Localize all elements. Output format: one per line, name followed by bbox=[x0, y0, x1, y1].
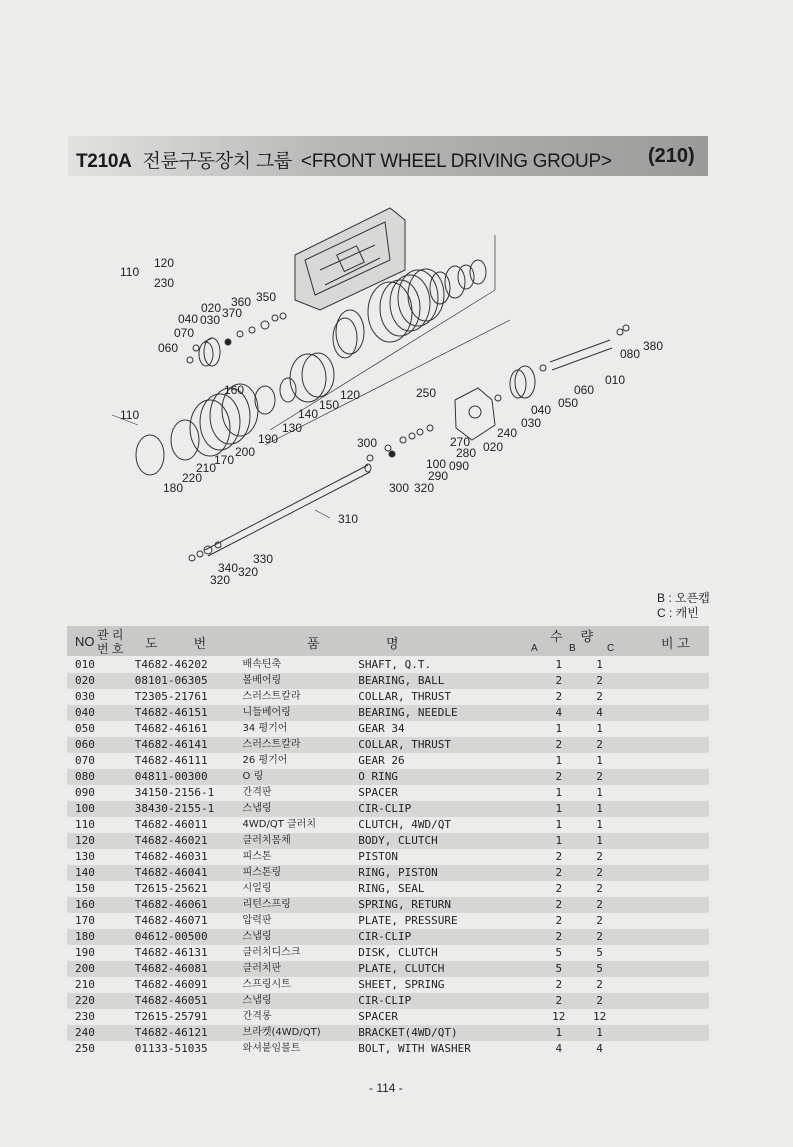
header-name-b: 명 bbox=[386, 636, 399, 651]
table-row bbox=[67, 1025, 709, 1041]
qty-c: 1 bbox=[580, 801, 620, 817]
qty-c: 2 bbox=[596, 882, 603, 895]
name-korean: 클러치디스크 bbox=[242, 947, 301, 958]
name-korean: 스냅링 bbox=[243, 929, 359, 945]
remark bbox=[620, 673, 710, 689]
part-no: 230 bbox=[75, 1010, 95, 1023]
label-030a: 030 bbox=[200, 313, 221, 327]
qty-c: 1 bbox=[596, 818, 603, 831]
name-english: PISTON bbox=[358, 850, 399, 863]
drawing-number: T4682-46071 bbox=[134, 914, 208, 927]
name-english: BEARING, BALL bbox=[358, 673, 538, 689]
label-060a: 060 bbox=[158, 341, 179, 355]
qty-c: 2 bbox=[596, 978, 603, 991]
table-row bbox=[67, 737, 709, 753]
name-english: GEAR 26 bbox=[358, 754, 405, 767]
header-remark: 비 고 bbox=[661, 636, 690, 651]
remark bbox=[620, 945, 710, 961]
part-no: 140 bbox=[67, 865, 135, 881]
label-130: 130 bbox=[282, 421, 303, 435]
qty-b: 2 bbox=[538, 929, 580, 945]
label-060b: 060 bbox=[574, 383, 595, 397]
part-no: 190 bbox=[75, 946, 95, 959]
table-row bbox=[67, 817, 709, 833]
qty-b: 2 bbox=[538, 897, 580, 913]
label-310: 310 bbox=[338, 512, 359, 526]
drawing-number: T4682-46031 bbox=[134, 850, 208, 863]
drawing-number: T4682-46041 bbox=[135, 865, 243, 881]
qty-c: 2 bbox=[580, 769, 620, 785]
part-no: 080 bbox=[67, 769, 135, 785]
remark bbox=[620, 961, 710, 977]
drawing-number: T4682-46011 bbox=[134, 818, 208, 831]
label-020a: 020 bbox=[201, 301, 222, 315]
qty-c: 1 bbox=[596, 722, 603, 735]
qty-c: 1 bbox=[580, 1025, 620, 1041]
table-row bbox=[67, 993, 709, 1009]
qty-c: 2 bbox=[580, 929, 620, 945]
remark bbox=[620, 833, 710, 849]
model-code: T210A bbox=[76, 151, 132, 172]
name-korean: 피스톤 bbox=[242, 851, 272, 862]
qty-b: 2 bbox=[555, 690, 563, 703]
qty-b: 2 bbox=[538, 769, 580, 785]
qty-b: 2 bbox=[538, 993, 580, 1009]
table-row bbox=[67, 1041, 709, 1057]
label-020b: 020 bbox=[483, 440, 504, 454]
label-210: 210 bbox=[196, 461, 217, 475]
qty-b: 1 bbox=[555, 722, 563, 735]
label-100: 100 bbox=[426, 457, 447, 471]
part-no: 060 bbox=[67, 737, 135, 753]
qty-b: 1 bbox=[538, 1025, 580, 1041]
label-280: 280 bbox=[456, 446, 477, 460]
qty-b: 2 bbox=[538, 865, 580, 881]
table-row bbox=[67, 913, 709, 929]
remark bbox=[620, 801, 710, 817]
header-a: A bbox=[531, 643, 538, 654]
remark bbox=[620, 1025, 710, 1041]
qty-c: 5 bbox=[580, 961, 620, 977]
table-row bbox=[67, 705, 709, 721]
remark bbox=[620, 657, 710, 673]
part-no: 250 bbox=[75, 1042, 95, 1055]
name-korean: 34 평기어 bbox=[242, 723, 288, 734]
part-no: 150 bbox=[75, 882, 95, 895]
drawing-number: T4682-46202 bbox=[134, 658, 208, 671]
part-no: 040 bbox=[67, 705, 135, 721]
qty-c: 2 bbox=[596, 690, 603, 703]
drawing-number: T4682-46121 bbox=[135, 1025, 243, 1041]
qty-b: 1 bbox=[555, 658, 563, 671]
qty-b: 2 bbox=[555, 850, 563, 863]
qty-b: 1 bbox=[538, 801, 580, 817]
label-250: 250 bbox=[416, 386, 437, 400]
qty-b: 1 bbox=[555, 754, 563, 767]
table-row bbox=[67, 849, 709, 865]
part-no: 220 bbox=[67, 993, 135, 1009]
label-220: 220 bbox=[182, 471, 203, 485]
label-200: 200 bbox=[235, 445, 256, 459]
parts-table bbox=[67, 657, 709, 1057]
name-korean: 클러치몸체 bbox=[243, 833, 359, 849]
table-row bbox=[67, 929, 709, 945]
qty-c: 2 bbox=[580, 897, 620, 913]
header-c: C bbox=[607, 643, 615, 654]
table-row bbox=[67, 945, 709, 961]
label-300b: 300 bbox=[389, 481, 410, 495]
qty-b: 2 bbox=[555, 914, 563, 927]
name-english: CIR-CLIP bbox=[358, 801, 538, 817]
qty-c: 2 bbox=[580, 673, 620, 689]
name-english: COLLAR, THRUST bbox=[358, 690, 452, 703]
part-no: 170 bbox=[75, 914, 95, 927]
remark bbox=[620, 913, 710, 929]
qty-c: 1 bbox=[596, 754, 603, 767]
label-320c: 320 bbox=[210, 573, 231, 587]
drawing-number: T4682-46111 bbox=[134, 754, 208, 767]
table-row bbox=[67, 897, 709, 913]
label-120b: 120 bbox=[340, 388, 361, 402]
table-row bbox=[67, 753, 709, 769]
qty-c: 2 bbox=[580, 993, 620, 1009]
qty-b: 4 bbox=[538, 705, 580, 721]
exploded-parts-diagram bbox=[100, 200, 680, 600]
table-row bbox=[67, 881, 709, 897]
remark bbox=[620, 753, 710, 769]
qty-c: 5 bbox=[596, 946, 603, 959]
label-340: 340 bbox=[218, 561, 239, 575]
name-korean: 압력판 bbox=[242, 915, 272, 926]
remark bbox=[620, 705, 710, 721]
name-english: RING, SEAL bbox=[358, 882, 425, 895]
part-no: 210 bbox=[75, 978, 95, 991]
title-english: <FRONT WHEEL DRIVING GROUP> bbox=[300, 151, 612, 172]
qty-b: 12 bbox=[552, 1010, 566, 1023]
remark bbox=[620, 993, 710, 1009]
drawing-number: 08101-06305 bbox=[135, 673, 243, 689]
remark bbox=[620, 881, 710, 897]
qty-b: 5 bbox=[555, 946, 563, 959]
header-b: B bbox=[569, 643, 576, 654]
table-row bbox=[67, 1009, 709, 1025]
drawing-number: T4682-46131 bbox=[134, 946, 208, 959]
page-title bbox=[76, 146, 612, 173]
label-360: 360 bbox=[231, 295, 252, 309]
name-korean: 브라켓(4WD/QT) bbox=[243, 1025, 359, 1041]
header-mgmt-top: 관 리 bbox=[97, 628, 124, 642]
drawing-number: 04612-00500 bbox=[135, 929, 243, 945]
label-070: 070 bbox=[174, 326, 195, 340]
remark bbox=[620, 1009, 710, 1025]
name-korean: 배속틴축 bbox=[242, 659, 282, 670]
drawing-number: T4682-46051 bbox=[135, 993, 243, 1009]
table-row bbox=[67, 833, 709, 849]
label-080: 080 bbox=[620, 347, 641, 361]
qty-b: 4 bbox=[555, 1042, 563, 1055]
label-040a: 040 bbox=[178, 312, 199, 326]
label-320a: 320 bbox=[414, 481, 435, 495]
table-row bbox=[67, 977, 709, 993]
remark bbox=[620, 785, 710, 801]
label-090: 090 bbox=[449, 459, 470, 473]
page-number: - 114 - bbox=[369, 1081, 403, 1095]
remark bbox=[620, 817, 710, 833]
part-no: 030 bbox=[75, 690, 95, 703]
part-no: 160 bbox=[67, 897, 135, 913]
name-english: GEAR 34 bbox=[358, 722, 405, 735]
title-korean: 전륜구동장치 그룹 bbox=[142, 151, 292, 172]
qty-c: 2 bbox=[596, 850, 603, 863]
qty-c: 2 bbox=[596, 914, 603, 927]
table-row bbox=[67, 673, 709, 689]
label-240: 240 bbox=[497, 426, 518, 440]
drawing-number: T2305-21761 bbox=[134, 690, 208, 703]
qty-c: 1 bbox=[596, 658, 603, 671]
part-no: 180 bbox=[67, 929, 135, 945]
qty-c: 12 bbox=[592, 1010, 607, 1023]
drawing-number: 04811-00300 bbox=[135, 769, 243, 785]
name-korean: 니들베어링 bbox=[243, 705, 359, 721]
part-no: 130 bbox=[75, 850, 95, 863]
name-english: DISK, CLUTCH bbox=[358, 946, 438, 959]
drawing-number: T2615-25791 bbox=[134, 1010, 208, 1023]
label-170: 170 bbox=[214, 453, 235, 467]
name-korean: 스러스트칼라 bbox=[243, 737, 359, 753]
name-korean: 스러스트칼라 bbox=[242, 691, 301, 702]
label-110a: 110 bbox=[120, 265, 140, 279]
remark bbox=[620, 977, 710, 993]
name-korean: 26 평기어 bbox=[242, 755, 288, 766]
remark bbox=[620, 721, 710, 737]
drawing-number: T4682-46091 bbox=[134, 978, 208, 991]
label-120a: 120 bbox=[154, 256, 175, 270]
header-mgmt-bottom: 번 호 bbox=[97, 642, 124, 656]
part-no: 110 bbox=[75, 818, 95, 831]
name-english: CIR-CLIP bbox=[358, 929, 538, 945]
label-030b: 030 bbox=[521, 416, 542, 430]
label-380: 380 bbox=[643, 339, 664, 353]
label-230: 230 bbox=[154, 276, 175, 290]
name-english: CLUTCH, 4WD/QT bbox=[358, 818, 452, 831]
name-english: PLATE, PRESSURE bbox=[358, 914, 458, 927]
drawing-number: T4682-46151 bbox=[135, 705, 243, 721]
name-english: CIR-CLIP bbox=[358, 993, 538, 1009]
name-english: O RING bbox=[358, 769, 538, 785]
name-english: SPRING, RETURN bbox=[358, 897, 538, 913]
drawing-number: T4682-46081 bbox=[135, 961, 243, 977]
name-korean: 4WD/QT 클러치 bbox=[242, 819, 317, 830]
legend-b: B : 오픈캡 bbox=[657, 591, 710, 605]
label-040b: 040 bbox=[531, 403, 552, 417]
name-english: BODY, CLUTCH bbox=[358, 833, 538, 849]
part-no: 010 bbox=[75, 658, 95, 671]
name-english: PLATE, CLUTCH bbox=[358, 961, 538, 977]
drawing-number: T4682-46161 bbox=[134, 722, 208, 735]
drawing-number: T2615-25621 bbox=[134, 882, 208, 895]
header-no: NO bbox=[75, 634, 95, 649]
table-row bbox=[67, 865, 709, 881]
gear-26-drawing bbox=[199, 338, 220, 366]
part-no: 240 bbox=[67, 1025, 135, 1041]
remark bbox=[620, 849, 710, 865]
remark bbox=[620, 769, 710, 785]
name-english: BOLT, WITH WASHER bbox=[358, 1042, 471, 1055]
table-row bbox=[67, 769, 709, 785]
label-180: 180 bbox=[163, 481, 184, 495]
header-dwg: 도 번 bbox=[145, 636, 207, 651]
part-no: 020 bbox=[67, 673, 135, 689]
qty-c: 1 bbox=[580, 833, 620, 849]
label-290: 290 bbox=[428, 469, 449, 483]
name-korean: O 링 bbox=[243, 769, 359, 785]
name-korean: 시일링 bbox=[242, 883, 272, 894]
label-320b: 320 bbox=[238, 565, 259, 579]
label-190: 190 bbox=[258, 432, 279, 446]
header-qty: 수 량 bbox=[550, 629, 594, 644]
name-english: COLLAR, THRUST bbox=[358, 737, 538, 753]
drawing-number: 34150-2156-1 bbox=[134, 786, 215, 799]
part-no: 090 bbox=[75, 786, 95, 799]
qty-b: 2 bbox=[538, 673, 580, 689]
part-no: 120 bbox=[67, 833, 135, 849]
part-no: 200 bbox=[67, 961, 135, 977]
table-row bbox=[67, 785, 709, 801]
bracket-drawing bbox=[455, 388, 501, 440]
label-140: 140 bbox=[298, 407, 319, 421]
qty-c: 4 bbox=[596, 1042, 603, 1055]
name-english: RING, PISTON bbox=[358, 865, 538, 881]
group-number: (210) bbox=[648, 145, 695, 167]
qty-b: 5 bbox=[538, 961, 580, 977]
drawing-number: T4682-46061 bbox=[135, 897, 243, 913]
name-korean: 클러치판 bbox=[243, 961, 359, 977]
legend-c: C : 캐빈 bbox=[657, 606, 699, 620]
label-160: 160 bbox=[224, 383, 245, 397]
shaft-upper-drawing bbox=[510, 325, 629, 398]
remark bbox=[620, 865, 710, 881]
remark bbox=[620, 929, 710, 945]
remark bbox=[620, 1041, 710, 1057]
qty-c: 2 bbox=[580, 737, 620, 753]
table-row bbox=[67, 801, 709, 817]
legend bbox=[657, 591, 710, 621]
name-korean: 볼베어링 bbox=[243, 673, 359, 689]
drawing-number: 01133-51035 bbox=[134, 1042, 208, 1055]
remark bbox=[620, 689, 710, 705]
label-010: 010 bbox=[605, 373, 626, 387]
table-header bbox=[67, 626, 709, 656]
label-270: 270 bbox=[450, 435, 471, 449]
label-150: 150 bbox=[319, 398, 340, 412]
label-370: 370 bbox=[222, 306, 243, 320]
housing-drawing bbox=[295, 208, 405, 310]
name-korean: 스냅링 bbox=[243, 993, 359, 1009]
label-050: 050 bbox=[558, 396, 579, 410]
label-330: 330 bbox=[253, 552, 274, 566]
table-row bbox=[67, 689, 709, 705]
qty-c: 1 bbox=[596, 786, 603, 799]
name-english: BRACKET(4WD/QT) bbox=[358, 1025, 538, 1041]
table-row bbox=[67, 657, 709, 673]
label-110b: 110 bbox=[120, 408, 140, 422]
qty-b: 2 bbox=[538, 737, 580, 753]
drawing-number: 38430-2155-1 bbox=[135, 801, 243, 817]
remark bbox=[620, 737, 710, 753]
qty-b: 2 bbox=[555, 882, 563, 895]
label-350: 350 bbox=[256, 290, 277, 304]
qty-c: 2 bbox=[580, 865, 620, 881]
part-no: 100 bbox=[67, 801, 135, 817]
qty-c: 4 bbox=[580, 705, 620, 721]
qty-b: 2 bbox=[555, 978, 563, 991]
name-korean: 스냅링 bbox=[243, 801, 359, 817]
part-no: 050 bbox=[75, 722, 95, 735]
table-row bbox=[67, 721, 709, 737]
name-english: SHEET, SPRING bbox=[358, 978, 445, 991]
label-300a: 300 bbox=[357, 436, 378, 450]
header-name-a: 품 bbox=[307, 636, 320, 651]
name-korean: 간격롱 bbox=[242, 1011, 272, 1022]
remark bbox=[620, 897, 710, 913]
drawing-number: T4682-46141 bbox=[135, 737, 243, 753]
table-row bbox=[67, 961, 709, 977]
name-korean: 리턴스프링 bbox=[243, 897, 359, 913]
name-korean: 스프링시트 bbox=[242, 979, 291, 990]
qty-b: 1 bbox=[538, 833, 580, 849]
name-english: SHAFT, Q.T. bbox=[358, 658, 432, 671]
name-korean: 피스톤링 bbox=[243, 865, 359, 881]
name-english: SPACER bbox=[358, 1010, 399, 1023]
part-no: 070 bbox=[75, 754, 95, 767]
name-english: BEARING, NEEDLE bbox=[358, 705, 538, 721]
long-shaft-drawing bbox=[205, 464, 371, 556]
drawing-number: T4682-46021 bbox=[135, 833, 243, 849]
qty-b: 1 bbox=[555, 818, 563, 831]
name-korean: 와셔붙임볼트 bbox=[242, 1043, 301, 1054]
qty-b: 1 bbox=[555, 786, 563, 799]
name-korean: 간격판 bbox=[242, 787, 272, 798]
name-english: SPACER bbox=[358, 786, 399, 799]
